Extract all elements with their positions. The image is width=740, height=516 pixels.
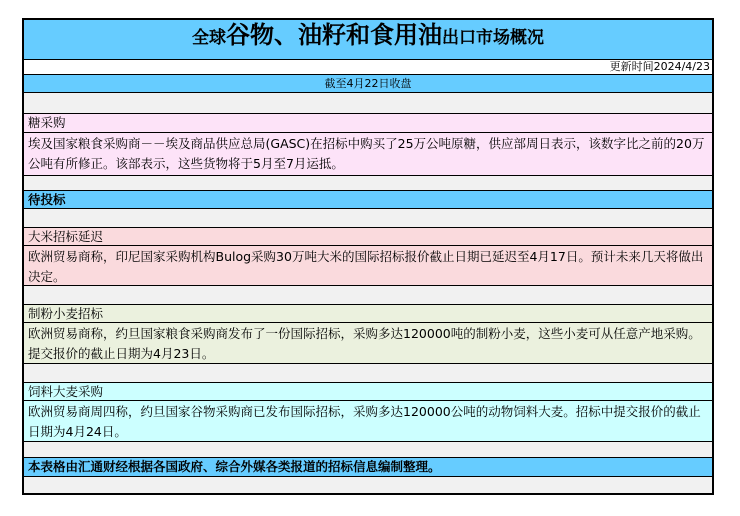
title-main: 谷物、油籽和食用油 — [226, 20, 442, 49]
blank-row — [24, 286, 712, 305]
page-title — [24, 20, 712, 60]
rice-body: 欧洲贸易商称，印尼国家采购机构Bulog采购30万吨大米的国际招标报价截止日期已延迟至4月17日。预计未来几天将做出决定。 — [24, 246, 712, 286]
blank-row — [24, 176, 712, 191]
barley-body: 欧洲贸易商周四称，约旦国家谷物采购商已发布国际招标，采购多达120000公吨的动物饲料大麦。招标中提交报价的截止日期为4月24日。 — [24, 401, 712, 442]
title-suffix: 出口市场概况 — [442, 28, 544, 48]
rice-heading: 大米招标延迟 — [24, 228, 712, 246]
blank-row — [24, 209, 712, 228]
blank-row — [24, 442, 712, 458]
update-time: 更新时间2024/4/23 — [24, 60, 712, 75]
sugar-heading: 糖采购 — [24, 114, 712, 133]
footer-note: 本表格由汇通财经根据各国政府、综合外媒各类报道的招标信息编制整理。 — [24, 458, 712, 477]
blank-row — [24, 477, 712, 493]
pending-heading: 待投标 — [24, 191, 712, 209]
cutoff-banner: 截至4月22日收盘 — [24, 75, 712, 93]
wheat-heading: 制粉小麦招标 — [24, 305, 712, 323]
blank-row — [24, 93, 712, 114]
wheat-body: 欧洲贸易商称，约旦国家粮食采购商发布了一份国际招标，采购多达120000吨的制粉小麦，这些小麦可从任意产地采购。提交报价的截止日期为4月23日。 — [24, 323, 712, 364]
title-prefix: 全球 — [192, 28, 226, 48]
market-overview-sheet — [22, 18, 714, 495]
sugar-body: 埃及国家粮食采购商－－埃及商品供应总局(GASC)在招标中购买了25万公吨原糖，供应部周日表示，该数字比之前的20万公吨有所修正。该部表示，这些货物将于5月至7月运抵。 — [24, 133, 712, 176]
blank-row — [24, 364, 712, 383]
barley-heading: 饲料大麦采购 — [24, 383, 712, 401]
